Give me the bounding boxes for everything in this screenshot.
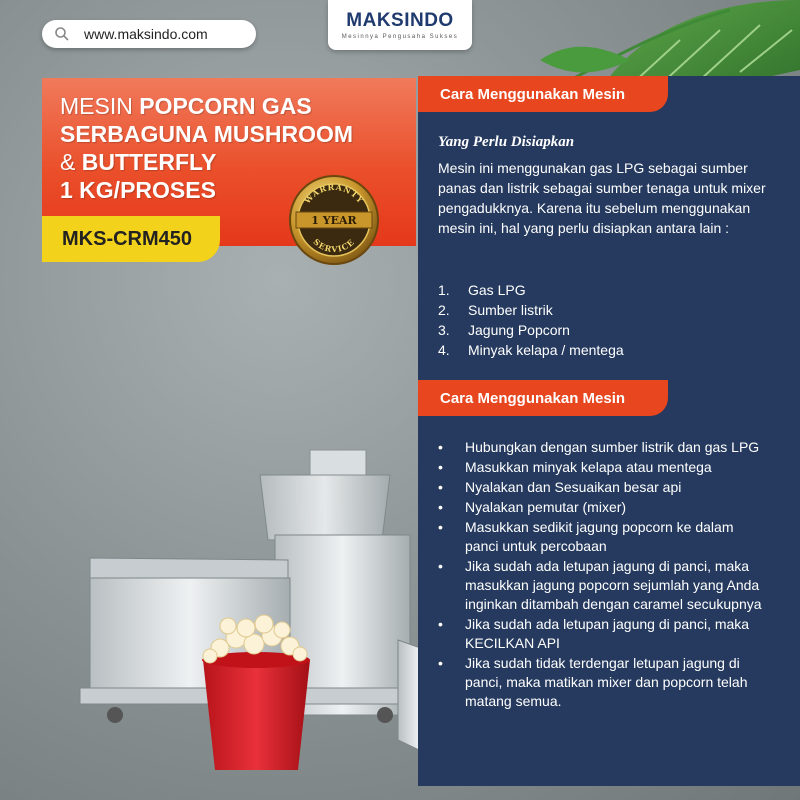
section1-heading: Cara Menggunakan Mesin <box>418 76 668 112</box>
step-text: Nyalakan pemutar (mixer) <box>465 499 627 515</box>
bullet-icon: • <box>438 459 443 475</box>
bullet-icon: • <box>438 558 443 574</box>
seal-top-text: WARRANTY <box>302 181 367 206</box>
prep-description: Mesin ini menggunakan gas LPG sebagai sumber panas dan listrik sebagai sumber tenaga untuk mixer pengadukknya. Karena itu sebelum menggunakan mesin ini, hal yang perlu disiapkan antara lain : <box>438 160 766 236</box>
list-item <box>438 320 624 340</box>
list-text: Gas LPG <box>468 282 526 298</box>
step-text: Masukkan minyak kelapa atau mentega <box>465 459 712 475</box>
model-badge <box>42 216 220 262</box>
brand-logo <box>328 0 472 50</box>
title-line3-bold: BUTTERFLY <box>81 149 217 175</box>
search-icon <box>54 26 70 42</box>
step-text: Jika sudah ada letupan jagung di panci, maka masukkan jagung popcorn sejumlah yang Anda inginkan ditambah dengan caramel secukupnya <box>465 558 762 612</box>
list-number: 3. <box>438 322 450 338</box>
step-item <box>438 438 768 457</box>
bullet-icon: • <box>438 499 443 515</box>
title-line3-thin: & <box>60 149 82 175</box>
prep-list <box>438 280 624 360</box>
step-text: Masukkan sedikit jagung popcorn ke dalam panci untuk percobaan <box>465 519 734 554</box>
bullet-icon: • <box>438 655 443 671</box>
step-item <box>438 498 768 517</box>
step-text: Hubungkan dengan sumber listrik dan gas LPG <box>465 439 760 455</box>
prep-subheading: Yang Perlu Disiapkan <box>438 134 575 150</box>
title-line2: SERBAGUNA MUSHROOM <box>60 121 354 147</box>
list-text: Sumber listrik <box>468 302 553 318</box>
website-url-pill[interactable] <box>42 20 256 48</box>
section2-heading: Cara Menggunakan Mesin <box>418 380 668 416</box>
list-item <box>438 280 624 300</box>
step-text: Jika sudah tidak terdengar letupan jagung di panci, maka matikan mixer dan popcorn telah matang semua. <box>465 655 748 709</box>
step-item <box>438 518 768 556</box>
bullet-icon: • <box>438 519 443 535</box>
title-line1-bold: POPCORN GAS <box>139 93 312 119</box>
website-url[interactable]: www.maksindo.com <box>84 26 208 42</box>
step-item <box>438 615 768 653</box>
steps-list <box>438 438 768 712</box>
popcorn-machine-image <box>60 440 460 770</box>
list-text: Minyak kelapa / mentega <box>468 342 624 358</box>
seal-bottom-text: SERVICE <box>311 236 357 255</box>
step-text: Nyalakan dan Sesuaikan besar api <box>465 479 682 495</box>
logo-name: MAKSINDO <box>346 10 454 31</box>
step-item <box>438 557 768 614</box>
list-item <box>438 300 624 320</box>
step-text: Jika sudah ada letupan jagung di panci, maka KECILKAN API <box>465 616 750 651</box>
step-item <box>438 654 768 711</box>
bullet-icon: • <box>438 479 443 495</box>
warranty-seal <box>286 172 382 268</box>
bullet-icon: • <box>438 439 443 455</box>
bullet-icon: • <box>438 616 443 632</box>
list-number: 4. <box>438 342 450 358</box>
model-number: MKS-CRM450 <box>62 227 193 250</box>
seal-middle-text: 1 YEAR <box>311 214 357 227</box>
list-number: 1. <box>438 282 450 298</box>
step-item <box>438 478 768 497</box>
step-item <box>438 458 768 477</box>
logo-tagline: Mesinnya Pengusaha Sukses <box>341 34 459 40</box>
list-item <box>438 340 624 360</box>
list-number: 2. <box>438 302 450 318</box>
title-line4: 1 KG/PROSES <box>60 177 216 203</box>
title-line1-thin: MESIN <box>60 93 140 119</box>
list-text: Jagung Popcorn <box>468 322 570 338</box>
